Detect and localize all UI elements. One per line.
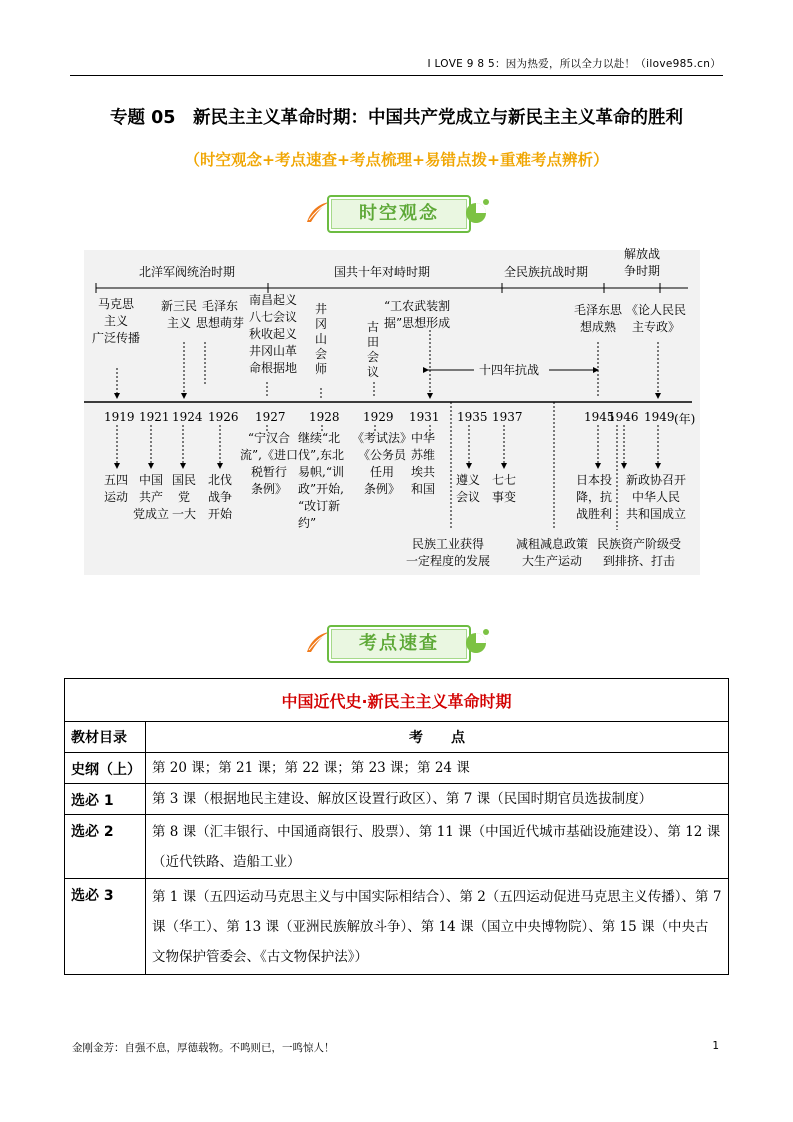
year-1921: 1921: [139, 410, 170, 424]
section-banner-kaodian: [305, 620, 490, 666]
year-1928: 1928: [309, 410, 340, 424]
year-unit: (年): [674, 412, 696, 426]
year-1935: 1935: [457, 410, 488, 424]
event-jianzu: 减租减息政策 大生产运动: [516, 537, 589, 568]
table-row: [65, 815, 729, 879]
event-kaoshi: 《考试法》 《公务员 任用 条例》: [352, 431, 413, 496]
event-guomin: 国民 党 一大: [172, 473, 197, 521]
event-zunyi: 遵义 会议: [456, 473, 481, 504]
table-row: [65, 784, 729, 815]
period-guogong: 国共十年对峙时期: [334, 265, 431, 279]
row-label: 选必 2: [65, 815, 146, 879]
year-1945: 1945: [584, 410, 615, 424]
event-mao-mengya: 毛泽东 思想萌芽: [196, 299, 245, 330]
period-jiefang: 解放战 争时期: [624, 247, 661, 278]
header-divider: [70, 75, 723, 76]
table-title: 中国近代史·新民主主义革命时期: [65, 679, 729, 722]
timeline: [84, 247, 700, 575]
event-minzu-zichan: 民族资产阶级受 到排挤、打击: [597, 537, 682, 568]
ball-icon: [464, 626, 490, 656]
year-1919: 1919: [104, 410, 135, 424]
period-beiyang: 北洋军阀统治时期: [139, 265, 236, 279]
row-label: 史纲（上）: [65, 753, 146, 784]
event-gongnong: “工农武装割 据”思想形成: [384, 299, 451, 330]
event-gutian: 古 田 会 议: [367, 320, 380, 379]
row-label: 选必 3: [65, 879, 146, 975]
event-gongchandang: 中国 共产 党成立: [133, 473, 170, 521]
event-riben: 日本投 降，抗 战胜利: [576, 473, 613, 521]
section-banner-shikong: [305, 190, 490, 236]
row-label: 选必 1: [65, 784, 146, 815]
year-1937: 1937: [492, 410, 523, 424]
event-jixu: 继续“北 伐”,东北 易帜,“训 政”开始, “改订新 约”: [298, 431, 344, 530]
header-text: I LOVE 9 8 5：因为热爱，所以全力以赴！（ilove985.cn）: [427, 58, 721, 70]
event-mao-chengshu: 毛泽东思 想成熟: [574, 303, 623, 334]
page-title: 专题 05 新民主主义革命时期：中国共产党成立与新民主主义革命的胜利: [110, 108, 683, 128]
table-row: [65, 879, 729, 975]
event-xinsanmin: 新三民 主义: [161, 299, 198, 330]
row-content: 第 3 课（根据地民主建设、解放区设置行政区）、第 7 课（民国时期官员选拔制度）: [146, 784, 729, 815]
table-row: [65, 753, 729, 784]
row-content: 第 1 课（五四运动马克思主义与中国实际相结合）、第 2（五四运动促进马克思主义传播）、第 7 课（华工）、第 13 课（亚洲民族解放斗争）、第 14 课（国立中央博物院）、第 15 课（中央古文物保护管委会、《古文物保护法》）: [146, 879, 729, 975]
event-jinggang: 井 冈 山 会 师: [315, 302, 328, 376]
period-fourteen: 十四年抗战: [479, 363, 540, 377]
banner-label: 时空观念: [359, 203, 439, 224]
page-number: 1: [712, 1040, 719, 1052]
event-renmin-zhuanzheng: 《论人民民 主专政》: [626, 303, 687, 334]
event-nanchang: 南昌起义 八七会议 秋收起义 井冈山革 命根据地: [249, 293, 298, 375]
ball-icon: [464, 196, 490, 226]
event-zhengxie: 新政协召开 中华人民 共和国成立: [626, 473, 687, 521]
event-suwei: 中华 苏维 埃共 和国: [411, 431, 436, 496]
year-1929: 1929: [363, 410, 394, 424]
event-wusi: 五四 运动: [104, 473, 129, 504]
banner-label: 考点速查: [359, 633, 439, 654]
table-col-header: 考 点: [146, 722, 729, 753]
year-1927: 1927: [255, 410, 286, 424]
event-beifa: 北伐 战争 开始: [208, 473, 233, 521]
row-content: 第 20 课；第 21 课；第 22 课；第 23 课；第 24 课: [146, 753, 729, 784]
row-content: 第 8 课（汇丰银行、中国通商银行、股票）、第 11 课（中国近代城市基础设施建设）、第 12 课（近代铁路、造船工业）: [146, 815, 729, 879]
period-kangzhan: 全民族抗战时期: [504, 265, 589, 279]
event-minzu-gongye: 民族工业获得 一定程度的发展: [406, 537, 491, 568]
table-col-header: 教材目录: [65, 722, 146, 753]
footer-motto: 金刚金芳：自强不息，厚德载物。不鸣则已，一鸣惊人！: [72, 1042, 335, 1054]
year-1926: 1926: [208, 410, 239, 424]
kaodian-table: [64, 678, 729, 975]
year-1949: 1949: [644, 410, 675, 424]
year-1946: 1946: [608, 410, 639, 424]
page-subtitle: （时空观念+考点速查+考点梳理+易错点拨+重难考点辨析）: [184, 151, 609, 169]
event-ninghan: “宁汉合 流”,《进口 税暂行 条例》: [240, 431, 298, 496]
year-1931: 1931: [409, 410, 440, 424]
year-1924: 1924: [172, 410, 203, 424]
event-qiqi: 七七 事变: [492, 473, 517, 504]
event-makesi: 马克思 主义 广泛传播: [92, 297, 141, 345]
